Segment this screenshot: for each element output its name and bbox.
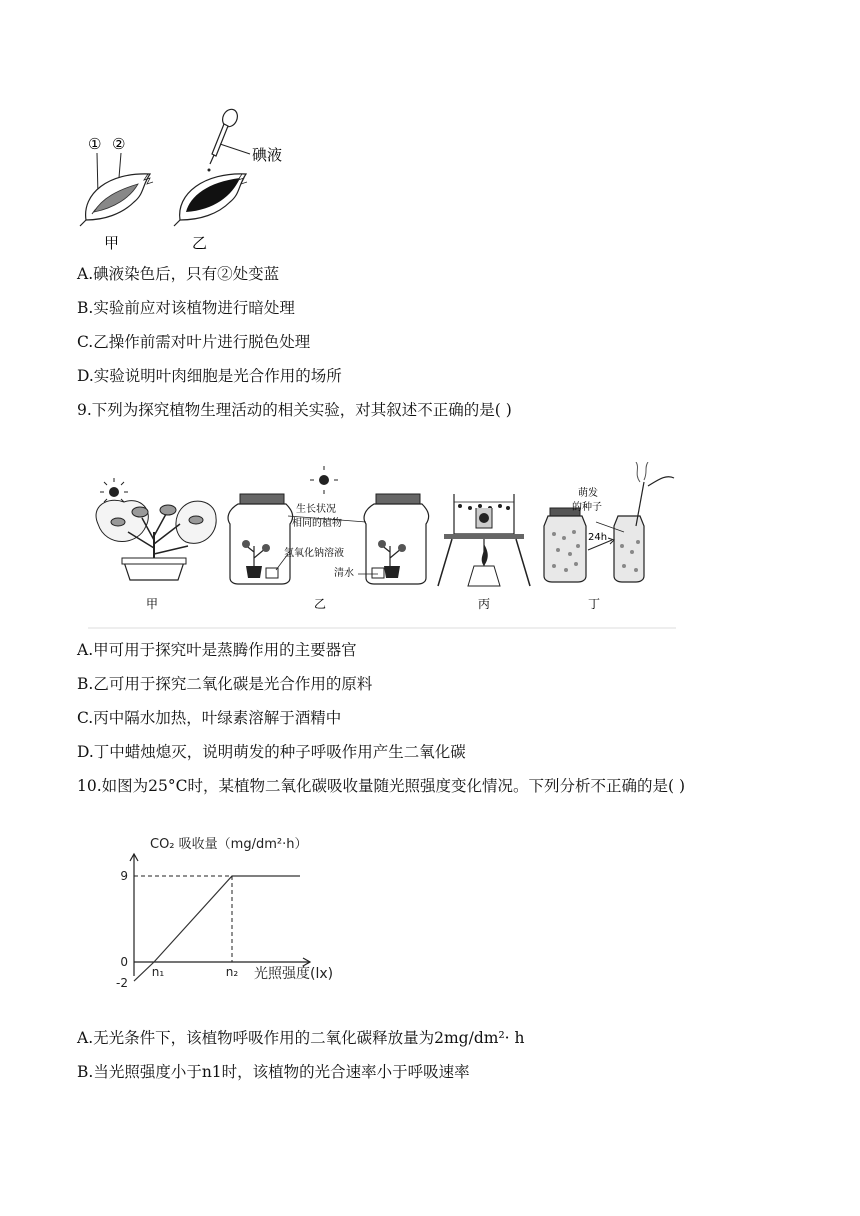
q10-chart-svg [110, 828, 360, 992]
chart-x-tick-label: n₂ [225, 965, 239, 979]
mark-2: ② [112, 135, 126, 153]
setup-jia-drawing [96, 478, 216, 580]
q9-option-b: B.乙可用于探究二氧化碳是光合作用的原料 [77, 675, 373, 693]
q10-option-b: B.当光照强度小于n1时，该植物的光合速率小于呼吸速率 [77, 1063, 470, 1081]
label-yi-9: 乙 [314, 597, 327, 611]
q8-option-c: C.乙操作前需对叶片进行脱色处理 [77, 333, 311, 351]
label-jia-8: 甲 [104, 234, 120, 252]
chart-ylabel: CO₂ 吸收量（mg/dm²·h） [150, 837, 308, 852]
chart-y-tick-label: -2 [116, 976, 128, 991]
q10-chart [110, 828, 360, 992]
q8-option-b: B.实验前应对该植物进行暗处理 [77, 299, 295, 317]
label-jia-9: 甲 [146, 597, 159, 611]
label-bing-9: 丙 [478, 597, 491, 611]
leaf-jia-drawing [80, 174, 153, 226]
q9-figure-svg [88, 462, 676, 630]
q9-option-d: D.丁中蜡烛熄灭，说明萌发的种子呼吸作用产生二氧化碳 [77, 743, 466, 761]
q8-figure [78, 108, 298, 254]
seeds-line2: 的种子 [572, 502, 602, 513]
time-label: 24h [588, 532, 608, 543]
chart-y-tick-label: 0 [120, 955, 128, 969]
water-label: 清水 [334, 568, 354, 579]
setup-bing-drawing [438, 494, 530, 586]
label-yi-8: 乙 [192, 234, 208, 252]
same-plants-line1: 生长状况 [296, 504, 336, 515]
q9-figure [88, 462, 676, 630]
q8-option-d: D.实验说明叶肉细胞是光合作用的场所 [77, 367, 342, 385]
chart-xlabel: 光照强度(lx) [254, 966, 334, 982]
chart-x-tick-label: n₁ [151, 965, 165, 979]
naoh-label: 氢氧化钠溶液 [284, 548, 344, 559]
q10-option-a: A.无光条件下，该植物呼吸作用的二氧化碳释放量为2mg/dm²· h [77, 1029, 525, 1047]
q9-option-a: A.甲可用于探究叶是蒸腾作用的主要器官 [77, 641, 357, 659]
q9-option-c: C.丙中隔水加热，叶绿素溶解于酒精中 [77, 709, 342, 727]
leaf-yi-drawing [174, 174, 247, 226]
q8-figure-svg [78, 108, 298, 254]
dropper-drawing [208, 108, 251, 172]
same-plants-line2: 相同的植物 [292, 518, 342, 529]
q8-option-a: A.碘液染色后，只有②处变蓝 [77, 265, 280, 283]
mark-1: ① [88, 135, 102, 153]
q10-stem: 10.如图为25°C时，某植物二氧化碳吸收量随光照强度变化情况。下列分析不正确的是( ) [77, 777, 686, 795]
seeds-line1: 萌发 [578, 488, 598, 499]
setup-ding-drawing [544, 462, 674, 582]
iodine-label: 碘液 [252, 146, 283, 164]
q9-stem: 9.下列为探究植物生理活动的相关实验，对其叙述不正确的是( ) [77, 401, 512, 419]
chart-y-tick-label: 9 [120, 869, 128, 883]
label-ding-9: 丁 [588, 597, 601, 611]
